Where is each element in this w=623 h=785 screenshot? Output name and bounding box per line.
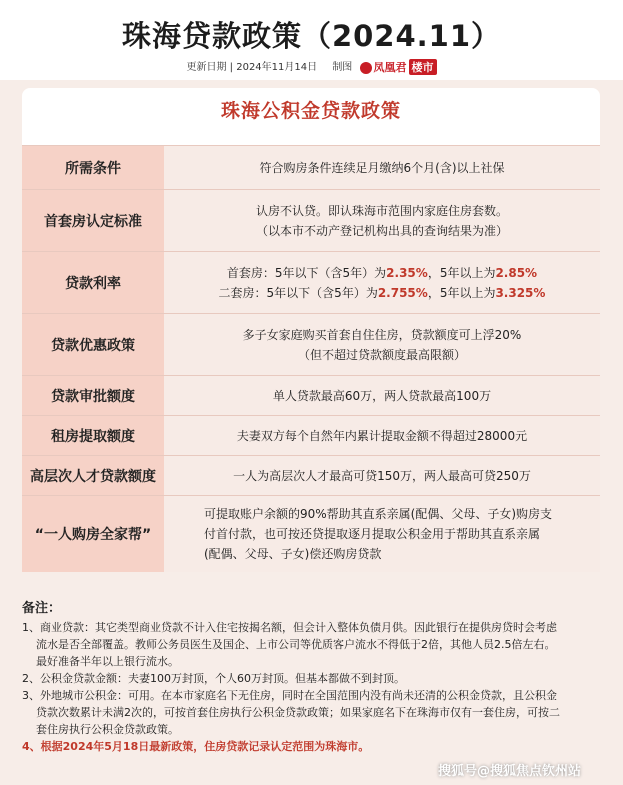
row-value [164,252,600,314]
table-row [22,415,600,456]
table-row [22,251,600,314]
source-watermark: 搜狐号@搜狐焦点钦州站 [438,764,582,779]
update-meta [0,58,623,75]
table-row [22,313,600,376]
note-1-line: 最好准备半年以上银行流水。 [36,655,179,668]
notes [22,600,602,755]
note-2: 2、公积金贷款金额：夫妻100万封顶，个人60万封顶。但基本都做不到封顶。 [22,672,405,685]
note-1-line: 流水是否全部覆盖。教师公务员医生及国企、上市公司等优质客户流水不得低于2倍，其他人员2.5倍左右。 [36,638,556,651]
header [0,0,623,80]
row-line: 夫妻双方每个自然年内累计提取金额不得超过28000元 [236,429,528,443]
date-value: 2024年11月14日 [236,62,318,73]
rate-value: 2.35% [386,266,428,280]
section-title: 珠海公积金贷款政策 [220,100,401,122]
row-label: “一人购房全家帮” [22,496,164,572]
row-line: 多子女家庭购买首套自住住房，贷款额度可上浮20% [242,328,522,342]
row-line: 付首付款，也可按还贷提取逐月提取公积金用于帮助其直系亲属 [204,527,541,541]
row-value [164,190,600,252]
row-value [164,416,600,456]
table-row [22,375,600,416]
row-line: 可提取账户余额的90%帮助其直系亲属(配偶、父母、子女)购房支 [204,507,553,521]
row-label: 贷款优惠政策 [22,314,164,376]
logo-badge: 楼市 [409,59,437,75]
row-line: 一人为高层次人才最高可贷150万，两人最高可贷250万 [233,469,531,483]
brand-logo [360,59,437,75]
maker-label: 制图 [332,62,353,73]
phoenix-icon [360,62,372,74]
notes-title: 备注： [22,601,62,616]
note-4: 4、根据2024年5月18日最新政策，住房贷款记录认定范围为珠海市。 [22,740,370,753]
row-value [164,146,600,190]
row-value [164,376,600,416]
rate-value: 2.755% [377,286,428,300]
page-title: 珠海贷款政策（2024.11） [121,19,502,53]
second-home-rate [219,283,546,303]
row-line: （但不超过贷款额度最高限额） [297,348,466,362]
row-label: 高层次人才贷款额度 [22,456,164,496]
row-value [164,456,600,496]
rate-text: 二套房：5年以下（含5年）为 [218,286,378,300]
row-label: 贷款审批额度 [22,376,164,416]
logo-text: 凤凰君 [373,61,407,74]
note-3-line: 贷款次数累计未满2次的，可按首套住房执行公积金贷款政策；如果家庭名下在珠海市仅有一套住房，可按二 [36,706,560,719]
rate-value: 2.85% [495,266,538,280]
row-value [164,496,600,572]
row-line: 符合购房条件连续足月缴纳6个月(含)以上社保 [259,161,505,175]
row-label: 贷款利率 [22,252,164,314]
note-1-line: 1、商业贷款：其它类型商业贷款不计入住宅按揭名额，但会计入整体负债月供。因此银行在提供房贷时会考虑 [22,621,557,634]
row-line: （以本市不动产登记机构出具的查询结果为准） [255,224,508,238]
row-line: 认房不认贷。即认珠海市范围内家庭住房套数。 [255,204,508,218]
table-row [22,455,600,496]
row-line: (配偶、父母、子女)偿还购房贷款 [204,547,382,561]
date-label: 更新日期 [186,62,227,73]
table-row [22,495,600,572]
rate-text: ，5年以上为 [427,286,496,300]
rate-value: 3.325% [495,286,546,300]
table-row [22,145,600,190]
note-3-line: 套住房执行公积金贷款政策。 [36,723,179,736]
note-3-line: 3、外地城市公积金：可用。在本市家庭名下无住房，同时在全国范围内没有尚未还清的公积金贷款，且公积金 [22,689,557,702]
rate-text: ，5年以上为 [427,266,496,280]
row-label: 所需条件 [22,146,164,190]
rate-text: 首套房：5年以下（含5年）为 [226,266,387,280]
policy-card [22,88,600,572]
first-home-rate [227,263,537,283]
row-line: 单人贷款最高60万，两人贷款最高100万 [272,389,492,403]
row-label: 租房提取额度 [22,416,164,456]
row-value [164,314,600,376]
meta-pipe: | [226,62,237,73]
row-label: 首套房认定标准 [22,190,164,252]
table-row [22,189,600,252]
